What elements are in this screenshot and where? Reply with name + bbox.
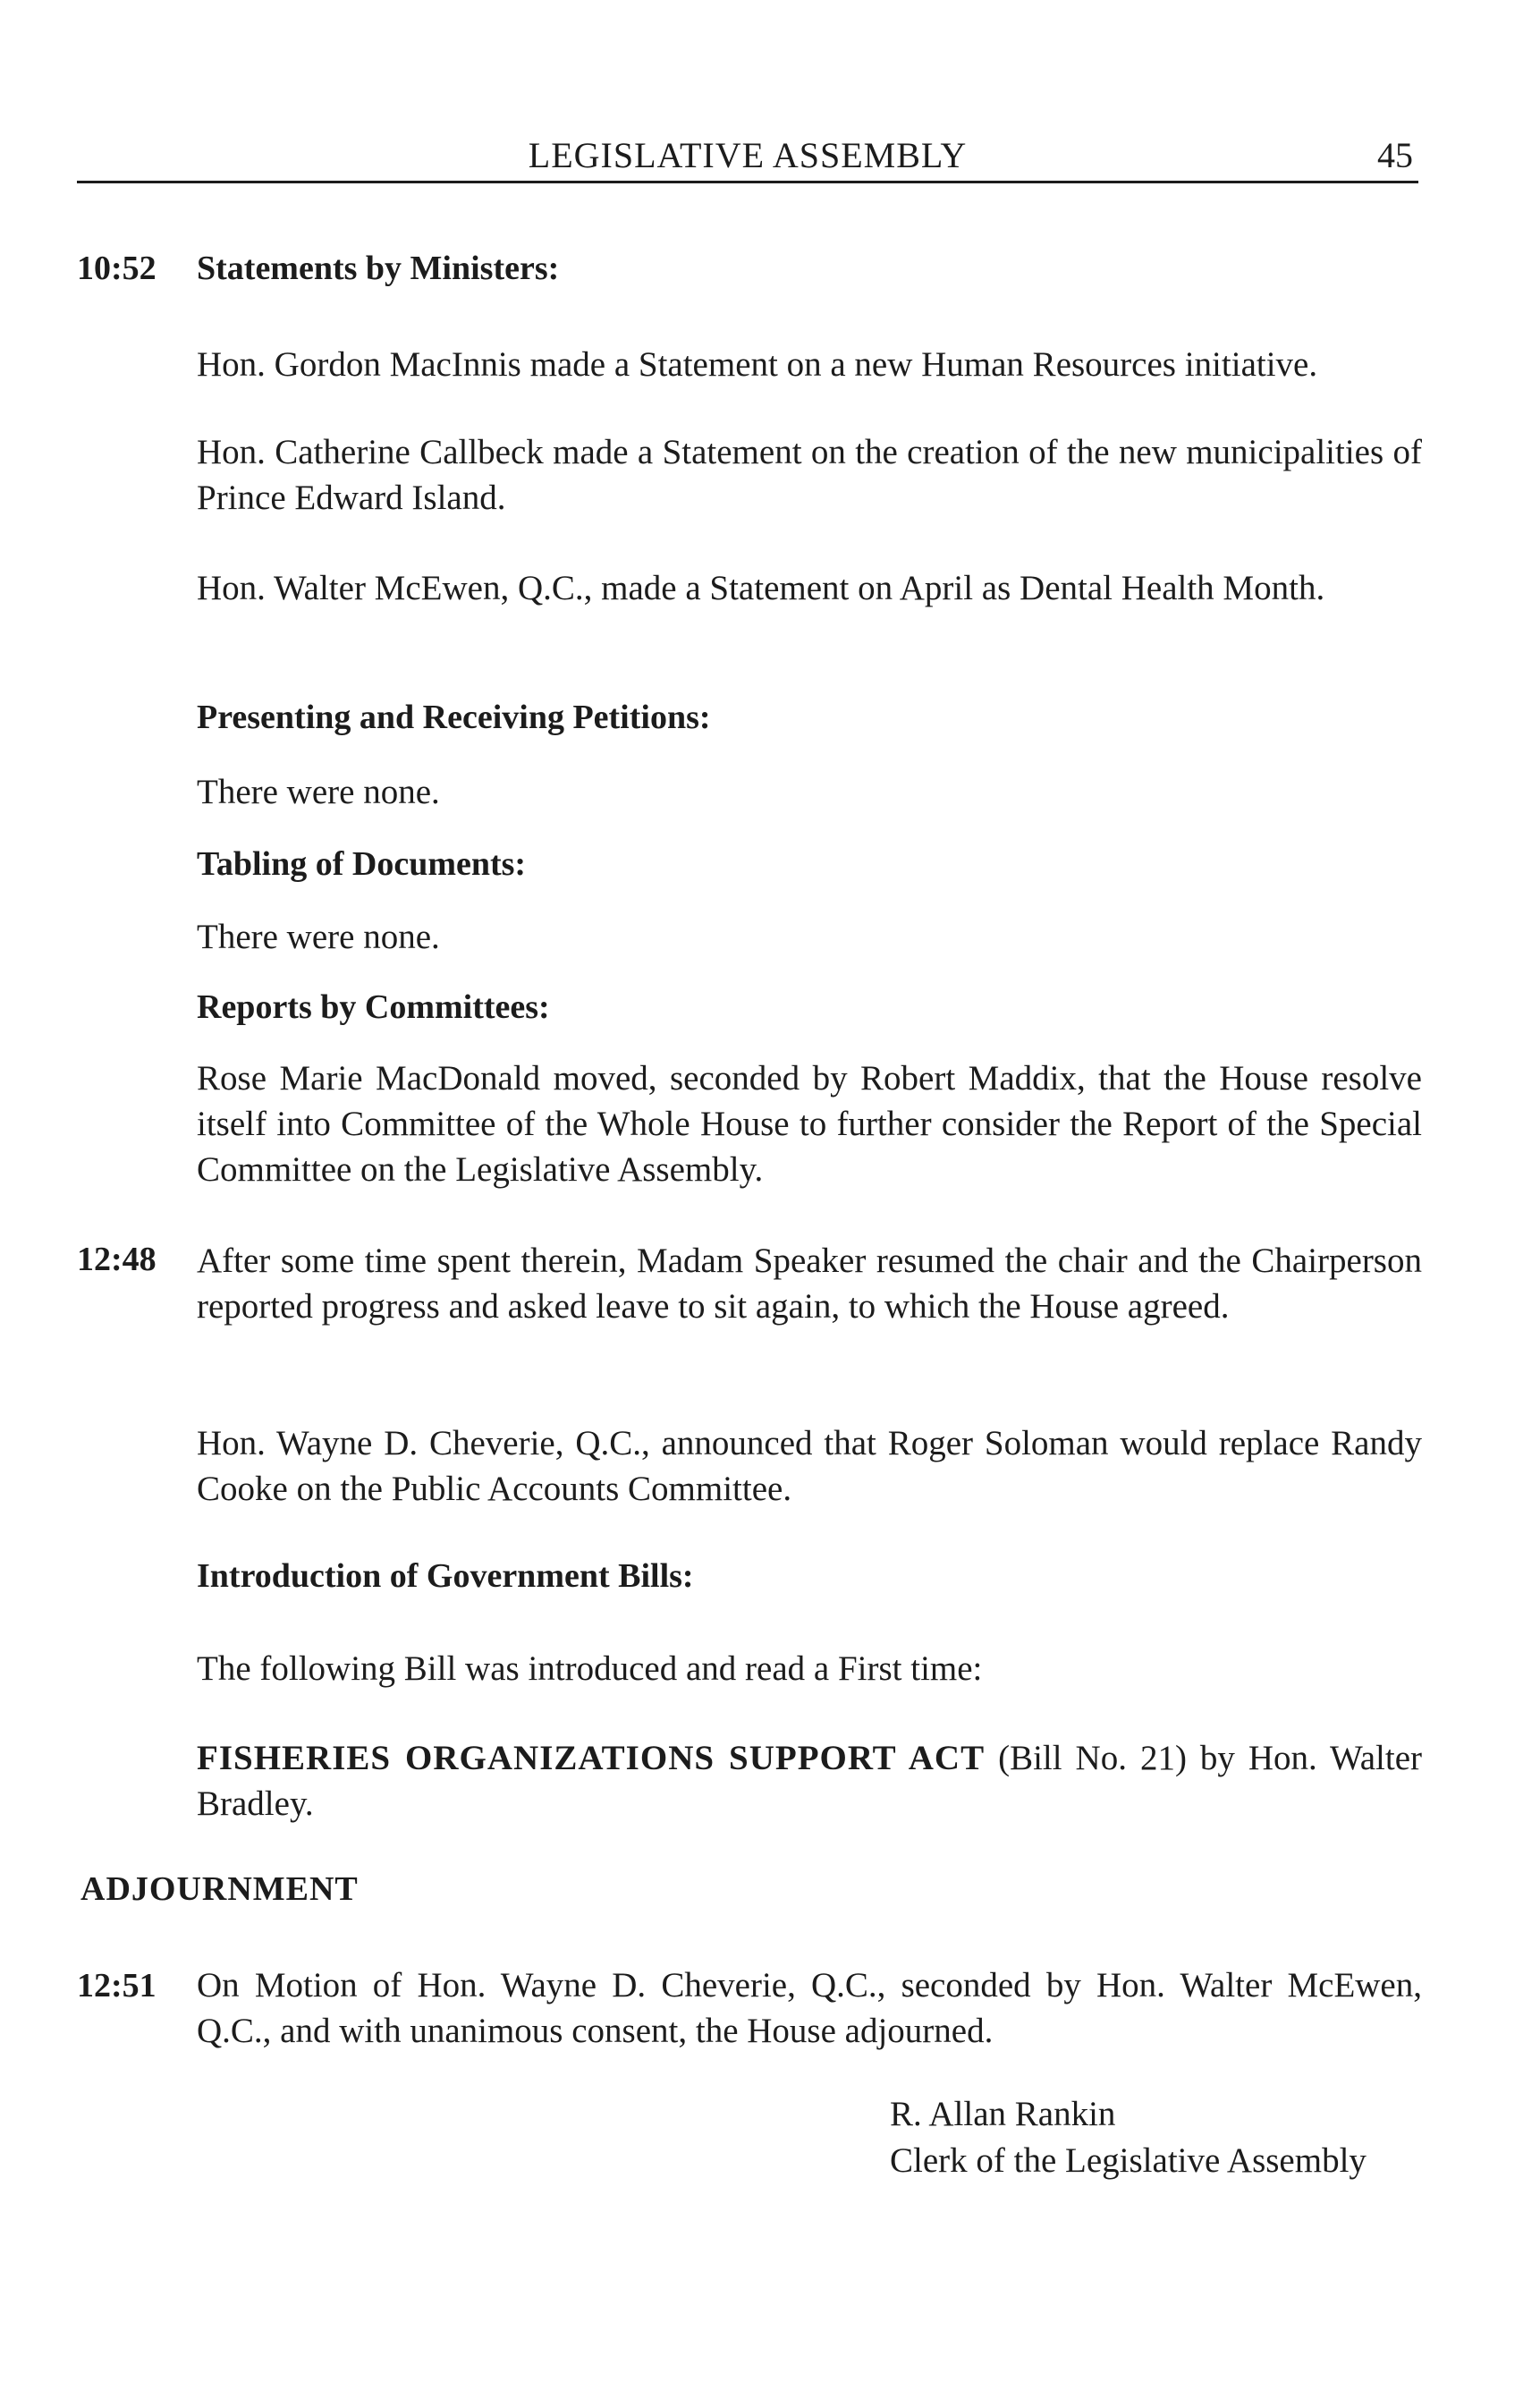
committees-motion-text: Rose Marie MacDonald moved, seconded by Robert Maddix, that the House resolve itself into Committee of the Whole House to further consider the Report of the Special Committee on the Legislative Assembly. [197,1059,1422,1189]
petitions-text: There were none. [197,773,440,811]
adjournment-text: On Motion of Hon. Wayne D. Cheverie, Q.C., seconded by Hon. Walter McEwen, Q.C., and with unanimous consent, the House adjourned. [197,1966,1422,2050]
signature-title: Clerk of the Legislative Assembly [890,2141,1367,2180]
time-stamp-1248: 12:48 [77,1241,157,1278]
heading-statements-by-ministers: Statements by Ministers: [197,250,560,287]
heading-government-bills: Introduction of Government Bills: [197,1557,694,1595]
bill-intro-text: The following Bill was introduced and read a First time: [197,1649,983,1688]
time-stamp-1251: 12:51 [77,1967,157,2004]
tabling-text: There were none. [197,918,440,956]
heading-tabling-documents: Tabling of Documents: [197,845,527,883]
header-title: LEGISLATIVE ASSEMBLY [528,135,968,175]
heading-reports-by-committees: Reports by Committees: [197,988,550,1026]
announcement-text: Hon. Wayne D. Cheverie, Q.C., announced that Roger Soloman would replace Randy Cooke on the Public Accounts Committee. [197,1424,1422,1508]
page-header [77,134,1418,183]
page-number: 45 [1377,135,1413,175]
resumed-text: After some time spent therein, Madam Speaker resumed the chair and the Chairperson reported progress and asked leave to sit again, to which the House agreed. [197,1242,1422,1326]
statement-mcewen: Hon. Walter McEwen, Q.C., made a Statement on April as Dental Health Month. [197,569,1325,607]
heading-petitions: Presenting and Receiving Petitions: [197,699,711,736]
bill-entry [197,1735,1422,1826]
bill-title: FISHERIES ORGANIZATIONS SUPPORT ACT [197,1739,986,1777]
time-stamp-1052: 10:52 [77,250,157,287]
statement-callbeck: Hon. Catherine Callbeck made a Statement on the creation of the new municipalities of Prince Edward Island. [197,433,1422,517]
signature-name: R. Allan Rankin [890,2095,1116,2133]
heading-adjournment: ADJOURNMENT [80,1870,359,1908]
bill-details: (Bill No. 21) by Hon. Walter Bradley. [197,1739,1423,1823]
statement-macinnis: Hon. Gordon MacInnis made a Statement on a new Human Resources initiative. [197,345,1318,384]
